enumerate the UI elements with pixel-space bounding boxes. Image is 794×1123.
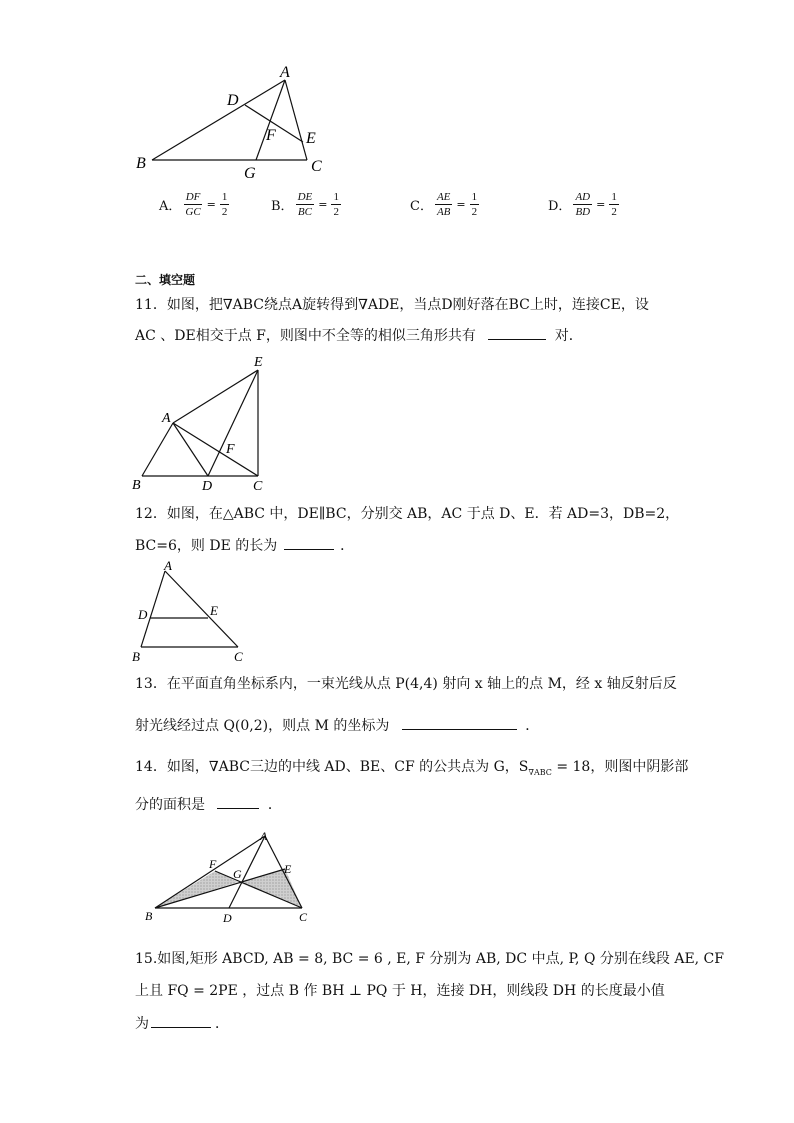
- q15-text: 为: [135, 1016, 149, 1032]
- q14-answer-blank[interactable]: [217, 794, 259, 809]
- label-F: F: [209, 857, 217, 871]
- figure-q10: [130, 62, 330, 184]
- q14-text: 分的面积是: [135, 797, 205, 813]
- q14-line2: [135, 794, 282, 816]
- q11-text: AC 、DE相交于点 F，则图中不全等的相似三角形共有: [135, 328, 476, 344]
- label-B: B: [132, 478, 141, 493]
- label-C: C: [299, 910, 308, 924]
- label-A: A: [162, 411, 171, 426]
- q13-text: 射光线经过点 Q(0,2)，则点 M 的坐标为: [135, 718, 390, 734]
- option-c-eq: =: [456, 198, 466, 211]
- label-C: C: [234, 649, 243, 664]
- option-b-fraction: $\frac{DE}{BC}$: [297, 191, 313, 218]
- label-E: E: [254, 355, 263, 370]
- seg-AC: [173, 423, 258, 476]
- q11-line2: [135, 325, 583, 347]
- figure-q12: [128, 558, 258, 666]
- option-c[interactable]: [410, 190, 481, 219]
- seg-AD: [173, 423, 208, 476]
- option-a-value: $\frac{1}{2}$: [221, 191, 228, 218]
- label-G: G: [244, 165, 256, 182]
- option-a[interactable]: [159, 190, 231, 219]
- q13-line2: [135, 715, 539, 737]
- label-E: E: [284, 862, 292, 876]
- q14-text-b: = 18，则图中阴影部: [551, 759, 689, 775]
- q12-suffix: ．: [340, 538, 355, 554]
- q12-text: BC=6，则 DE 的长为: [135, 538, 278, 554]
- option-a-fraction: $\frac{DF}{GC}$: [185, 191, 201, 218]
- shaded-triangle-left: [155, 871, 238, 908]
- label-D: D: [223, 911, 232, 925]
- label-F: F: [266, 127, 276, 144]
- q12-line1: 12．如图，在△ABC 中，DE∥BC，分别交 AB，AC 于点 D、E．若 AD=3，DB=2，: [135, 506, 680, 522]
- option-a-eq: =: [206, 198, 216, 211]
- q13-line1: 13．在平面直角坐标系内，一束光线从点 P(4,4) 射向 x 轴上的点 M，经 x 轴反射后反: [135, 676, 677, 692]
- q11-suffix: 对．: [554, 328, 583, 344]
- option-d-value: $\frac{1}{2}$: [611, 191, 617, 218]
- option-b-eq: =: [318, 198, 328, 211]
- q14-suffix: ．: [267, 797, 282, 813]
- label-D: D: [227, 92, 239, 109]
- label-B: B: [136, 155, 146, 172]
- seg-AC: [165, 571, 238, 647]
- label-E: E: [306, 130, 316, 147]
- option-b-value: $\frac{1}{2}$: [333, 191, 339, 218]
- q11-line1: 11．如图，把∇ABC绕点A旋转得到∇ADE，当点D刚好落在BC上时，连接CE，设: [135, 297, 649, 313]
- label-B: B: [132, 649, 140, 664]
- option-d[interactable]: [548, 190, 621, 219]
- label-D: D: [202, 479, 213, 494]
- option-d-letter: D．: [548, 199, 572, 214]
- label-B: B: [145, 909, 153, 923]
- label-E: E: [210, 603, 218, 618]
- option-c-letter: C．: [410, 199, 433, 214]
- option-b[interactable]: [271, 190, 343, 219]
- q15-line3: [135, 1013, 229, 1035]
- q12-line2: [135, 535, 354, 557]
- seg-AC: [285, 80, 307, 160]
- label-C: C: [253, 479, 263, 494]
- q14-text-a: 14．如图，∇ABC三边的中线 AD、BE、CF 的公共点为 G，S: [135, 759, 529, 775]
- option-a-letter: A．: [159, 199, 182, 214]
- q15-line1: 15.如图,矩形 ABCD, AB = 8, BC = 6 , E, F 分别为 AB, DC 中点, P, Q 分别在线段 AE, CF: [135, 951, 724, 967]
- option-d-fraction: $\frac{AD}{BD}$: [575, 191, 591, 218]
- seg-BA: [152, 80, 285, 160]
- q12-answer-blank[interactable]: [284, 535, 334, 550]
- figure-q14: [140, 828, 320, 926]
- seg-AG: [256, 80, 285, 160]
- label-C: C: [311, 158, 322, 175]
- label-D: D: [138, 607, 148, 622]
- q13-answer-blank[interactable]: [402, 715, 517, 730]
- seg-AB: [155, 836, 265, 908]
- q13-suffix: ．: [525, 718, 540, 734]
- option-c-fraction: $\frac{AE}{AB}$: [436, 191, 451, 218]
- q15-suffix: ．: [215, 1016, 229, 1032]
- option-c-value: $\frac{1}{2}$: [471, 191, 478, 218]
- figure-q11: [128, 352, 278, 494]
- q14-subscript: ∇ABC: [528, 767, 552, 777]
- q14-line1: [135, 756, 688, 784]
- q15-line2: 上且 FQ = 2PE ，过点 B 作 BH ⊥ PQ 于 H，连接 DH，则线段 DH 的长度最小值: [135, 983, 665, 999]
- label-G: G: [233, 867, 242, 881]
- label-F: F: [226, 442, 235, 457]
- option-d-eq: =: [596, 198, 606, 211]
- q11-answer-blank[interactable]: [488, 325, 546, 340]
- seg-BA: [142, 423, 173, 476]
- q15-answer-blank[interactable]: [151, 1013, 211, 1028]
- label-A: A: [164, 558, 172, 573]
- label-A: A: [280, 64, 290, 81]
- option-b-letter: B．: [271, 199, 294, 214]
- label-A: A: [260, 829, 268, 843]
- section-heading: 二、填空题: [135, 273, 196, 287]
